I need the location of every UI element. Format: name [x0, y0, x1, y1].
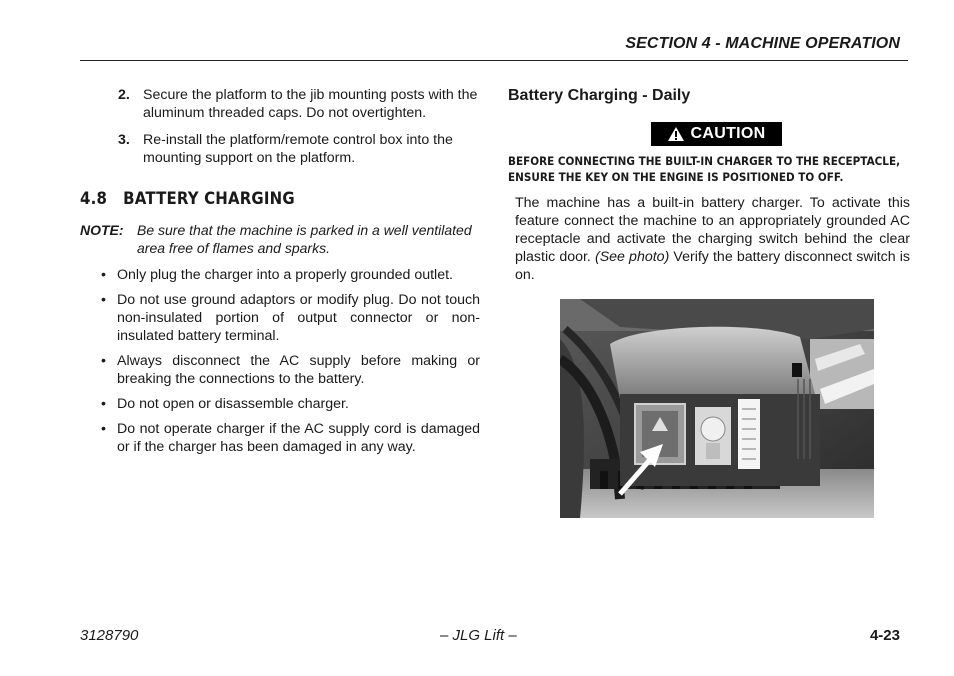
subsection-heading: Battery Charging - Daily — [508, 87, 691, 104]
bullet-dot: • — [101, 396, 106, 412]
bullet-item — [80, 420, 480, 456]
step-number: 3. — [118, 132, 130, 148]
bullet-dot: • — [101, 353, 106, 369]
bullet-text: Always disconnect the AC supply before making or breaking the connections to the battery. — [117, 353, 480, 387]
bullet-item — [80, 395, 480, 413]
body-paragraph — [508, 194, 910, 284]
paragraph-text: The machine has a built-in battery charger. To activate this feature connect the machine to an appropriately grounded AC receptacle and activate the charging switch behind the clear plastic door. — [515, 195, 910, 265]
header-rule — [80, 60, 908, 61]
caution-text: BEFORE CONNECTING THE BUILT-IN CHARGER TO THE RECEPTACLE, ENSURE THE KEY ON THE ENGINE IS POSITIONED TO OFF. — [508, 154, 901, 184]
step-number: 2. — [118, 87, 130, 103]
bullet-text: Only plug the charger into a properly grounded outlet. — [117, 267, 453, 283]
right-column — [508, 86, 910, 284]
page-number: 4-23 — [869, 627, 900, 644]
note-label: NOTE: — [80, 222, 124, 238]
bullet-item — [80, 266, 480, 284]
section-header: SECTION 4 - MACHINE OPERATION — [625, 35, 900, 52]
bullet-text: Do not operate charger if the AC supply cord is damaged or if the charger has been damaged in any way. — [117, 421, 480, 455]
document-number: 3128790 — [80, 627, 139, 644]
caution-box — [651, 122, 782, 146]
bullet-list — [80, 266, 480, 456]
section-heading: 4.8 BATTERY CHARGING — [80, 189, 295, 209]
charger-photo — [560, 299, 874, 518]
caution-banner — [508, 122, 910, 146]
note-text: Be sure that the machine is parked in a well ventilated area free of flames and sparks. — [137, 222, 472, 256]
step-text: Secure the platform to the jib mounting posts with the aluminum threaded caps. Do not overtighten. — [143, 87, 478, 121]
bullet-dot: • — [101, 292, 106, 308]
warning-triangle-icon — [667, 126, 685, 142]
left-column — [80, 86, 480, 463]
step-text: Re-install the platform/remote control box into the mounting support on the platform. — [143, 132, 453, 166]
paragraph-text: Verify the battery disconnect switch is on. — [515, 249, 911, 283]
footer-title: – JLG Lift – — [440, 627, 517, 644]
step-item — [80, 86, 480, 122]
note — [80, 221, 480, 257]
bullet-dot: • — [101, 267, 106, 283]
caution-label: CAUTION — [690, 125, 766, 142]
photo-reference: (See photo) — [594, 249, 670, 265]
bullet-text: Do not open or disassemble charger. — [117, 396, 349, 412]
bullet-text: Do not use ground adaptors or modify plug. Do not touch non-insulated portion of output connector or non-insulated battery terminal. — [117, 292, 480, 344]
bullet-dot: • — [101, 421, 106, 437]
bullet-item — [80, 352, 480, 388]
step-item — [80, 131, 480, 167]
bullet-item — [80, 291, 480, 345]
